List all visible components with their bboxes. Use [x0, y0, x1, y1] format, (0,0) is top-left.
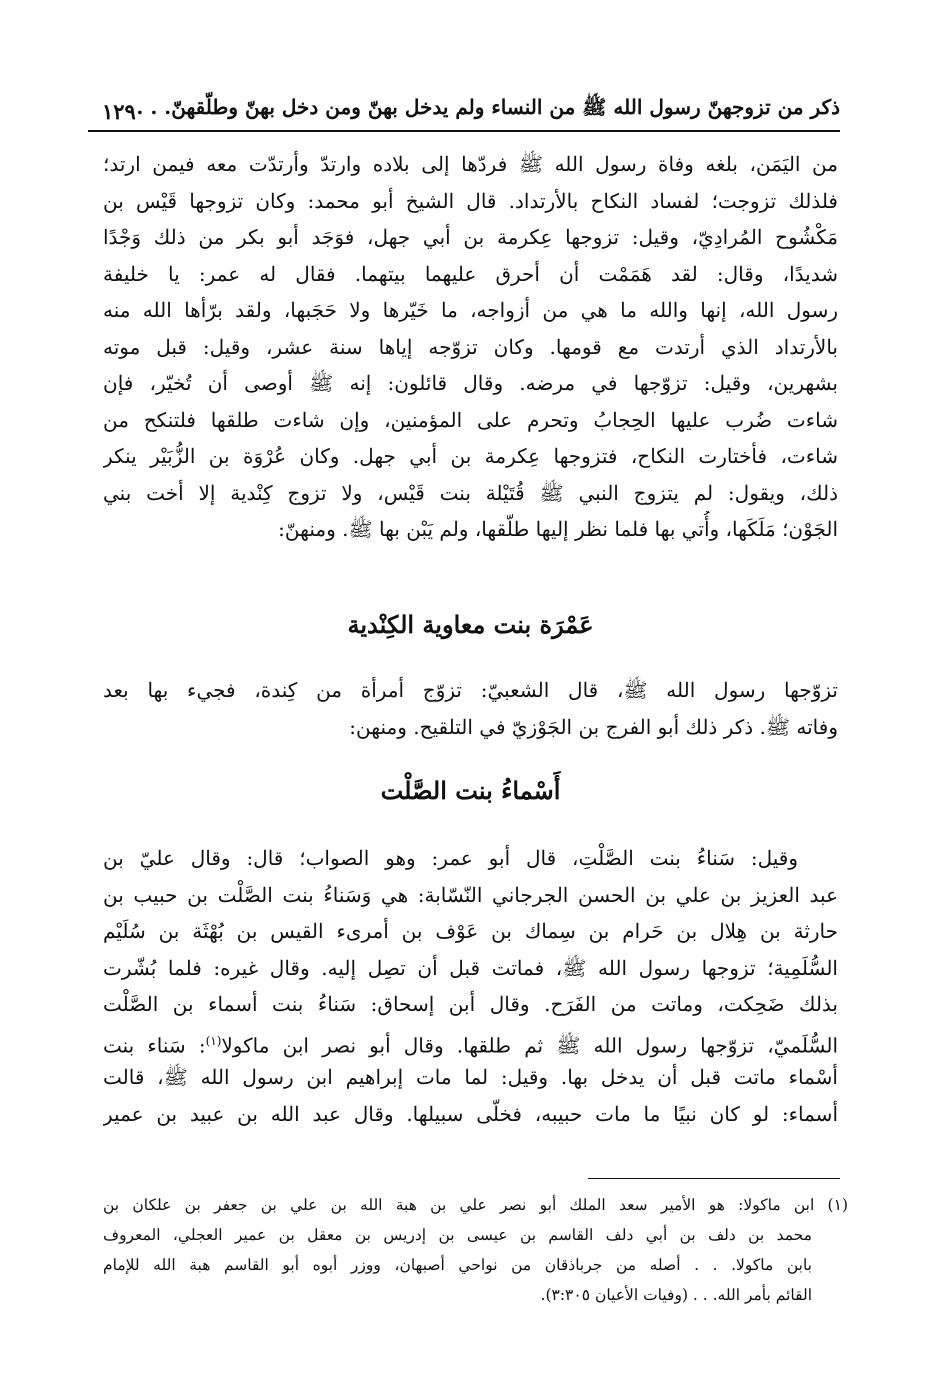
- text-line: شاءت، فأختارت النكاح، فتزوجها عِكرمة بن أبي جهل. وكان عُرْوَة بن الزُّبَيْر ينكر: [103, 444, 838, 468]
- text-line: فلذلك تزوجت؛ لفساد النكاح بالأرتداد. قال الشيخ أبو محمد: وكان تزوجها قَيْس بن: [103, 188, 838, 213]
- paragraph-2: [103, 672, 838, 745]
- text-line: مَكْشُوح المُرادِيّ، وقيل: تزوجها عِكرمة بن أبي جهل، فوَجَد أبو بكر من ذلك وَجْدًا: [103, 225, 838, 249]
- text-line: وقيل: سَناءُ بنت الصَّلْتِ، قال أبو عمر: وهو الصواب؛ قال: وقال عليّ بن: [103, 846, 798, 870]
- footnote-marker[interactable]: (١): [205, 1033, 222, 1048]
- text-line: الجَوْن؛ مَلَكَها، وأُتي بها فلما نظر إليها طلّقها، ولم يَبْن بها ﷺ. ومنهنّ:: [278, 517, 838, 541]
- text-line: [103, 1023, 838, 1060]
- line-text: السُّلَميّ، تزوّجها رسول الله ﷺ ثم طلقها. وقال أبو نصر ابن ماكولا: [221, 1033, 838, 1058]
- text-line: أسْماء ماتت قبل أن يدخل بها. وقيل: لما مات إبراهيم ابن رسول الله ﷺ، قالت: [103, 1065, 838, 1089]
- footnote: [103, 1190, 848, 1310]
- text-line: وفاته ﷺ. ذكر ذلك أبو الفرج بن الجَوْزيّ في التلقيح. ومنهن:: [349, 714, 838, 739]
- footnote-line: بابن ماكولا. . . أصله من جرباذقان من نواحي أصبهان، ووزر أبوه أبو القاسم هبة الله للإمام: [103, 1256, 812, 1274]
- text-line: عبد العزيز بن علي بن الحسن الجرجاني النّسّابة: هي وَسَناءُ بنت الصَّلْت بن حبيب بن: [103, 882, 838, 907]
- text-line: تزوّجها رسول الله ﷺ، قال الشعبيّ: تزوّج أمرأة من كِندة، فجيء بها بعد: [103, 678, 838, 702]
- text-line: شاءت ضُرب عليها الحِجابُ وتحرم على المؤمنين، وإن شاءت طلقها فلتنكح من: [103, 407, 838, 432]
- paragraph-3: [103, 840, 838, 1132]
- text-line: رسول الله، إنها والله ما هي من أزواجه، ما خَيّرها ولا حَجَبها، ولقد برّأها الله منه: [103, 298, 838, 322]
- text-line: بشهرين، وقيل: تزوّجها في مرضه. وقال قائلون: إنه ﷺ أوصى أن تُخيّر، فإن: [103, 371, 838, 395]
- text-line: السُّلَمِية؛ تزوجها رسول الله ﷺ، فماتت قبل أن تصِل إليه. وقال غيره: فلما بُشّرت: [103, 955, 838, 980]
- footnote-line: محمد بن دلف بن أبي دلف القاسم بن عيسى بن إدريس بن معقل بن عمير العجلي، المعروف: [103, 1226, 812, 1244]
- footnote-line: القائم بأمر الله. . . (وفيات الأعيان ٣:٣٠٥).: [540, 1286, 812, 1304]
- footnote-divider: [588, 1178, 840, 1179]
- page-number: ١٢٩: [102, 99, 136, 124]
- paragraph-1: [103, 146, 838, 548]
- text-line: أسماء: لو كان نبيًا ما مات حبيبه، فخلّى سبيلها. وقال عبد الله بن عبيد بن عمير: [103, 1101, 838, 1126]
- section-heading-amra: عَمْرَة بنت معاوية الكِنْدية: [347, 610, 594, 639]
- line-tail: : سَناء بنت: [103, 1033, 206, 1058]
- text-line: حارثة بن هِلال بن حَرام بن سِماك بن عَوْف بن أمرىء القيس بن بُهْثَة بن سُلَيْم: [103, 919, 838, 943]
- running-title: ذكر من تزوجهنّ رسول الله ﷺ من النساء ولم يدخل بهنّ ومن دخل بهنّ وطلّقهنّ. . .: [136, 95, 840, 119]
- text-line: من اليَمَن، بلغه وفاة رسول الله ﷺ فردّها إلى بلاده وارتدّ وأرتدّت معه فيمن ارتد؛: [103, 152, 838, 176]
- footnote-line: (١) ابن ماكولا: هو الأمير سعد الملك أبو نصر علي بن هبة الله بن علي بن جعفر بن علكان بن: [103, 1196, 848, 1214]
- text-line: شديدًا، وقال: لقد هَمَمْت أن أحرق عليهما بيتهما. فقال له عمر: يا خليفة: [103, 261, 838, 286]
- text-line: بالأرتداد الذي أرتدت مع قومها. وكان تزوّجه إياها سنة عشر، وقيل: قبل موته: [103, 334, 838, 359]
- text-line: بذلك ضَحِكت، وماتت من الفَرَح. وقال أبن إسحاق: سَناءُ بنت أسماء بن الصَّلْت: [103, 992, 838, 1016]
- page-header: [88, 92, 840, 132]
- section-heading-asma: أَسْماءُ بنت الصَّلْت: [380, 776, 561, 805]
- text-line: ذلك، ويقول: لم يتزوج النبي ﷺ قُتَيْلة بنت قَيْس، ولا تزوج كِنْدية إلا أخت بني: [103, 480, 838, 505]
